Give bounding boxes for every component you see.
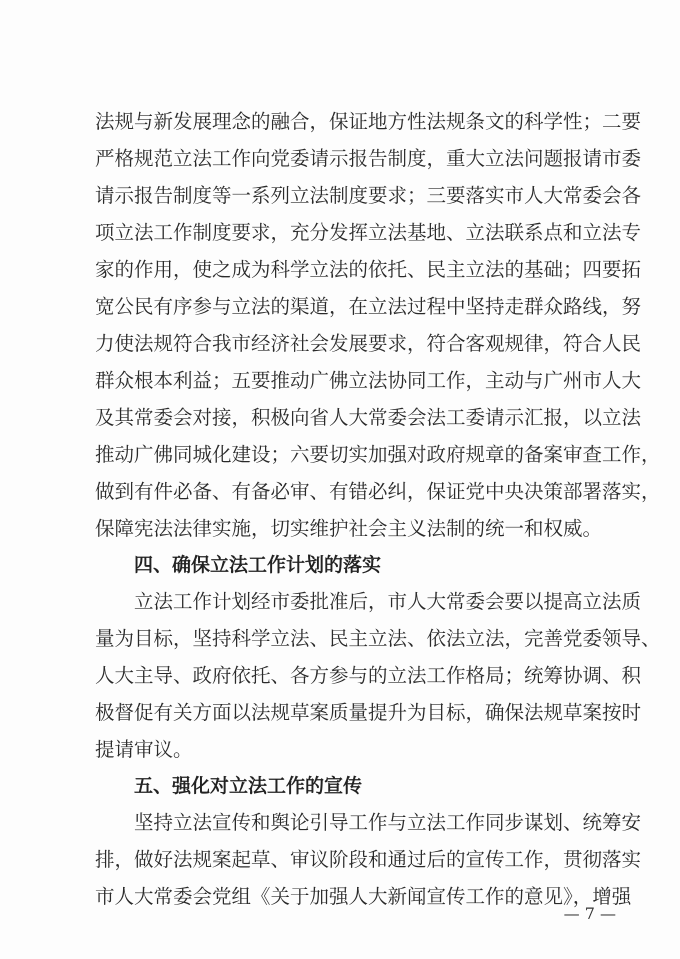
paragraph-line: 人大主导、政府依托、各方参与的立法工作格局；统筹协调、积	[95, 664, 642, 687]
paragraph-line: 法规与新发展理念的融合，保证地方性法规条文的科学性；二要	[95, 110, 642, 133]
page-number: — 7 —	[563, 904, 616, 923]
paragraph-line: 家的作用，使之成为科学立法的依托、民主立法的基础；四要拓	[95, 258, 642, 281]
paragraph-line: 及其常委会对接，积极向省人大常委会法工委请示汇报，以立法	[95, 406, 642, 429]
paragraph-line: 项立法工作制度要求，充分发挥立法基地、立法联系点和立法专	[95, 221, 642, 244]
section-heading-5: 五、强化对立法工作的宣传	[134, 775, 363, 797]
paragraph-line: 市人大常委会党组《关于加强人大新闻宣传工作的意见》，增强	[95, 885, 632, 908]
paragraph-line: 坚持立法宣传和舆论引导工作与立法工作同步谋划、统筹安	[134, 811, 642, 834]
paragraph-line: 群众根本利益；五要推动广佛立法协同工作，主动与广州市人大	[95, 369, 642, 392]
section-heading-4: 四、确保立法工作计划的落实	[134, 554, 382, 576]
paragraph-line: 提请审议。	[95, 738, 193, 761]
paragraph-line: 请示报告制度等一系列立法制度要求；三要落实市人大常委会各	[95, 184, 642, 207]
paragraph-line: 立法工作计划经市委批准后，市人大常委会要以提高立法质	[134, 590, 642, 613]
paragraph-line: 推动广佛同城化建设；六要切实加强对政府规章的备案审查工作，	[95, 443, 661, 466]
paragraph-line: 保障宪法法律实施，切实维护社会主义法制的统一和权威。	[95, 517, 603, 540]
paragraph-line: 力使法规符合我市经济社会发展要求，符合客观规律，符合人民	[95, 332, 642, 355]
paragraph-line: 量为目标，坚持科学立法、民主立法、依法立法，完善党委领导、	[95, 627, 661, 650]
paragraph-line: 严格规范立法工作向党委请示报告制度，重大立法问题报请市委	[95, 147, 642, 170]
paragraph-line: 极督促有关方面以法规草案质量提升为目标，确保法规草案按时	[95, 701, 642, 724]
paragraph-line: 排，做好法规案起草、审议阶段和通过后的宣传工作，贯彻落实	[95, 848, 642, 871]
paragraph-line: 宽公民有序参与立法的渠道，在立法过程中坚持走群众路线，努	[95, 295, 642, 318]
paragraph-line: 做到有件必备、有备必审、有错必纠，保证党中央决策部署落实，	[95, 480, 661, 503]
